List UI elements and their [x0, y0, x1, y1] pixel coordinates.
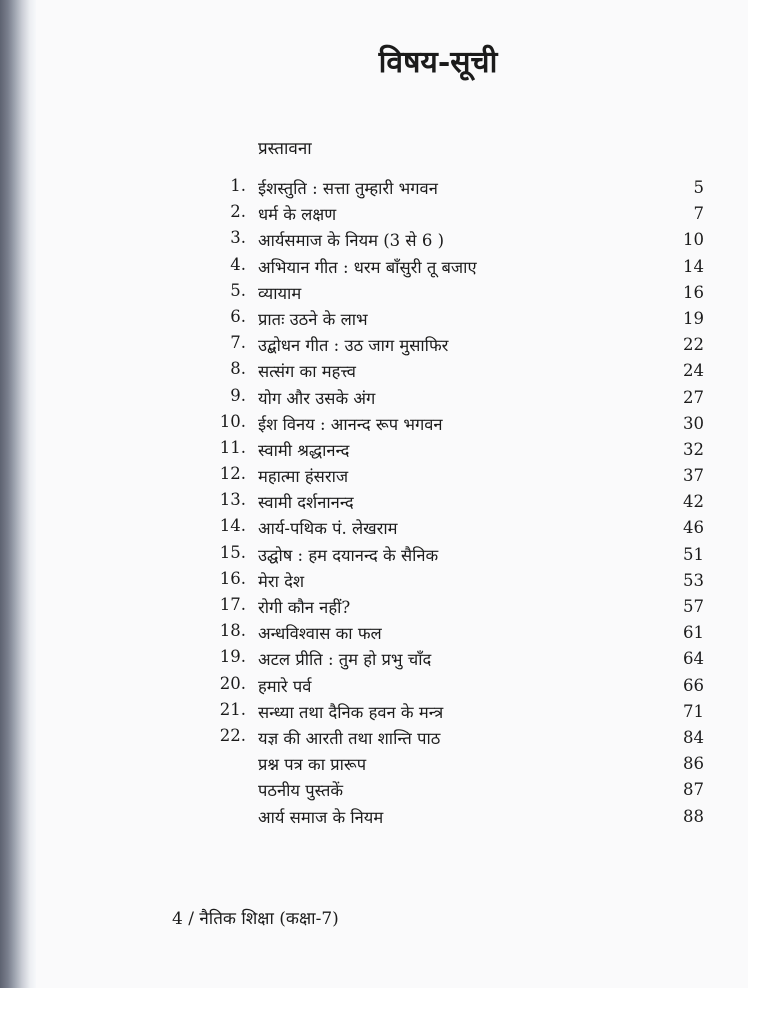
toc-entry-title: उद्बोधन गीत : उठ जाग मुसाफिर: [258, 336, 449, 356]
toc-entry-page: 84: [683, 727, 704, 747]
toc-entry-number: 13.: [219, 490, 246, 510]
toc-entry-number: 12.: [219, 464, 246, 484]
toc-entry-number: 20.: [219, 673, 246, 693]
page-title: विषय-सूची: [378, 45, 498, 80]
toc-entry: [0, 486, 768, 512]
toc-entry-title: प्रश्न पत्र का प्रारूप: [258, 755, 367, 775]
toc-entry-page: 30: [683, 413, 704, 433]
toc-entry-title: धर्म के लक्षण: [258, 205, 337, 225]
toc-entry: [0, 565, 768, 591]
toc-entry-page: 71: [683, 701, 704, 721]
toc-entry-title: हमारे पर्व: [258, 676, 312, 696]
toc-entry-number: 22.: [219, 725, 246, 745]
toc-entry-title: स्वामी दर्शनानन्द: [258, 493, 354, 513]
toc-entry: [0, 382, 768, 408]
toc-entry-number: 8.: [230, 359, 246, 379]
toc-entry: [0, 696, 768, 722]
toc-entry-number: 9.: [230, 385, 246, 405]
toc-entry: [0, 198, 768, 224]
toc-entry: [0, 670, 768, 696]
toc-entry-number: 15.: [219, 542, 246, 562]
toc-entry-page: 19: [683, 308, 704, 328]
toc-entry-number: 1.: [230, 176, 246, 195]
toc-entry-page: 86: [683, 754, 704, 774]
toc-entry: [0, 277, 768, 303]
intro-label: प्रस्तावना: [258, 139, 312, 159]
toc-entry-page: 22: [683, 335, 704, 355]
toc-entry: [0, 591, 768, 617]
toc-entry-number: 18.: [219, 621, 246, 641]
toc-entry: [0, 512, 768, 538]
toc-entry: [0, 643, 768, 669]
toc-entry-page: 87: [683, 780, 704, 800]
toc-entry-page: 27: [683, 387, 704, 407]
toc-entry-title: अभियान गीत : धरम बाँसुरी तू बजाए: [258, 257, 477, 277]
toc-entry-title: मेरा देश: [258, 571, 305, 591]
toc-entry-page: 46: [683, 518, 704, 538]
toc-entry-number: 6.: [230, 306, 246, 326]
toc-entry-number: 5.: [230, 280, 246, 300]
toc-entry-page: 37: [683, 466, 704, 486]
toc-entry-title: स्वामी श्रद्धानन्द: [258, 440, 350, 460]
toc-entry-page: 64: [683, 649, 704, 669]
toc-entry: [0, 748, 768, 774]
toc-entry: [0, 460, 768, 486]
toc-entry: [0, 539, 768, 565]
toc-entry-page: 66: [683, 675, 704, 695]
toc-entry-title: आर्यसमाज के नियम (3 से 6 ): [258, 231, 445, 251]
toc-entry-page: 53: [683, 570, 704, 590]
toc-entry-page: 61: [683, 623, 704, 643]
toc-entry-page: 5: [693, 178, 704, 197]
toc-entry: [0, 172, 768, 198]
toc-entry-number: 4.: [230, 254, 246, 274]
toc-entry-title: सन्ध्या तथा दैनिक हवन के मन्त्र: [258, 702, 444, 722]
toc-entry-number: 17.: [219, 595, 246, 614]
toc-entry: [0, 251, 768, 277]
toc-entry-title: पठनीय पुस्तकें: [258, 781, 344, 801]
toc-entry-number: 10.: [219, 411, 246, 431]
toc-entry: [0, 408, 768, 434]
toc-entry-page: 88: [683, 806, 704, 826]
toc-entry-title: व्यायाम: [258, 283, 302, 303]
toc-entry-number: 19.: [219, 647, 246, 667]
toc-entry-number: 7.: [230, 333, 246, 353]
toc-entry-page: 42: [683, 492, 704, 512]
toc-entry-page: 7: [693, 204, 704, 224]
toc-entry-title: महात्मा हंसराज: [258, 467, 349, 487]
toc-entry-title: ईश विनय : आनन्द रूप भगवन: [258, 414, 443, 434]
toc-entry-number: 3.: [230, 228, 246, 248]
toc-entry-title: अटल प्रीति : तुम हो प्रभु चाँद: [258, 650, 432, 670]
toc-entry: [0, 434, 768, 460]
toc-entry-title: आर्य-पथिक पं. लेखराम: [258, 519, 398, 539]
toc-entry-page: 32: [683, 439, 704, 459]
toc-entry-page: 14: [683, 256, 704, 276]
toc-entry-number: 21.: [219, 699, 246, 719]
page-bottom-margin: [0, 988, 768, 1024]
toc-entry-title: योग और उसके अंग: [258, 388, 376, 408]
toc-entry-title: उद्घोष : हम दयानन्द के सैनिक: [258, 545, 439, 565]
toc-entry-title: रोगी कौन नहीं?: [258, 598, 351, 617]
toc-entry-page: 24: [683, 361, 704, 381]
toc-entry: [0, 617, 768, 643]
toc-entry: [0, 355, 768, 381]
toc-entry-page: 10: [683, 230, 704, 250]
toc-entry-title: आर्य समाज के नियम: [258, 807, 384, 827]
toc-entry-page: 51: [683, 544, 704, 564]
table-of-contents: [0, 172, 768, 827]
toc-entry: [0, 224, 768, 250]
toc-entry: [0, 303, 768, 329]
toc-entry: [0, 774, 768, 800]
toc-entry-page: 16: [683, 282, 704, 302]
page-footer: 4 / नैतिक शिक्षा (कक्षा-7): [172, 909, 339, 929]
toc-entry-title: अन्धविश्वास का फल: [258, 624, 382, 644]
toc-entry-number: 14.: [219, 516, 246, 536]
toc-entry-page: 57: [683, 597, 704, 616]
toc-entry-number: 16.: [219, 568, 246, 588]
toc-entry-number: 2.: [230, 202, 246, 222]
toc-entry-number: 11.: [219, 437, 246, 457]
toc-entry-title: ईशस्तुति : सत्ता तुम्हारी भगवन: [258, 179, 438, 198]
toc-entry-title: सत्संग का महत्त्व: [258, 362, 356, 382]
toc-entry: [0, 329, 768, 355]
toc-entry: [0, 801, 768, 827]
toc-entry-title: यज्ञ की आरती तथा शान्ति पाठ: [258, 728, 441, 748]
toc-entry-title: प्रातः उठने के लाभ: [258, 309, 368, 329]
toc-entry: [0, 722, 768, 748]
